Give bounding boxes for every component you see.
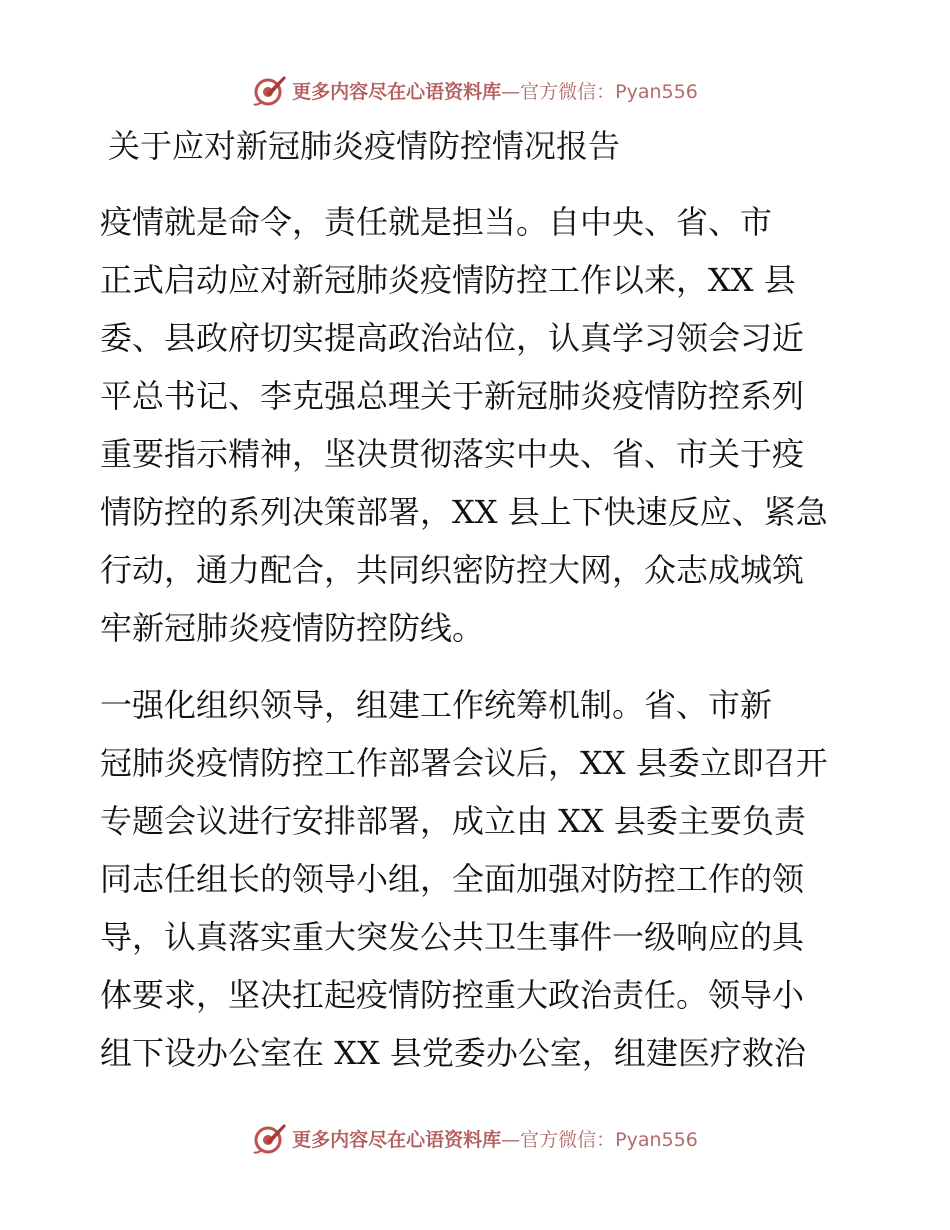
text-line: 正式启动应对新冠肺炎疫情防控工作以来，XX 县 — [100, 261, 796, 299]
text-line: 冠肺炎疫情防控工作部署会议后，XX 县委立即召开 — [100, 744, 828, 782]
text-line: 同志任组长的领导小组，全面加强对防控工作的领 — [100, 860, 805, 898]
watermark-banner-top — [0, 70, 950, 110]
quill-logo-icon — [252, 72, 288, 108]
document-title: 关于应对新冠肺炎疫情防控情况报告 — [108, 127, 621, 165]
text-line: 行动，通力配合，共同织密防控大网，众志成城筑 — [100, 551, 805, 589]
text-line: 体要求，坚决扛起疫情防控重大政治责任。领导小 — [100, 976, 805, 1014]
text-line: 组下设办公室在 XX 县党委办公室，组建医疗救治 — [100, 1034, 806, 1072]
text-line: 委、县政府切实提高政治站位，认真学习领会习近 — [100, 319, 805, 357]
text-line: 疫情就是命令，责任就是担当。自中央、省、市 — [100, 203, 773, 241]
watermark-text — [292, 77, 698, 104]
quill-logo-icon — [252, 1120, 288, 1156]
text-line: 平总书记、李克强总理关于新冠肺炎疫情防控系列 — [100, 377, 805, 415]
text-line: 重要指示精神，坚决贯彻落实中央、省、市关于疫 — [100, 435, 805, 473]
text-line: 一强化组织领导，组建工作统筹机制。省、市新 — [100, 686, 773, 724]
paragraph-1 — [100, 193, 860, 657]
watermark-site-text: 更多内容尽在心语资料库 — [292, 1128, 502, 1151]
watermark-dash: — — [501, 1128, 521, 1151]
watermark-text — [292, 1125, 698, 1152]
watermark-site-text: 更多内容尽在心语资料库 — [292, 80, 502, 103]
watermark-banner-bottom — [0, 1118, 950, 1158]
watermark-wechat-text: 官方微信：Pyan556 — [520, 1128, 698, 1151]
watermark-dash: — — [501, 80, 521, 103]
text-line: 情防控的系列决策部署，XX 县上下快速反应、紧急 — [100, 493, 828, 531]
watermark-wechat-text: 官方微信：Pyan556 — [520, 80, 698, 103]
text-line: 专题会议进行安排部署，成立由 XX 县委主要负责 — [100, 802, 806, 840]
text-line: 导，认真落实重大突发公共卫生事件一级响应的具 — [100, 918, 805, 956]
text-line: 牢新冠肺炎疫情防控防线。 — [100, 609, 485, 647]
paragraph-2 — [100, 676, 860, 1082]
